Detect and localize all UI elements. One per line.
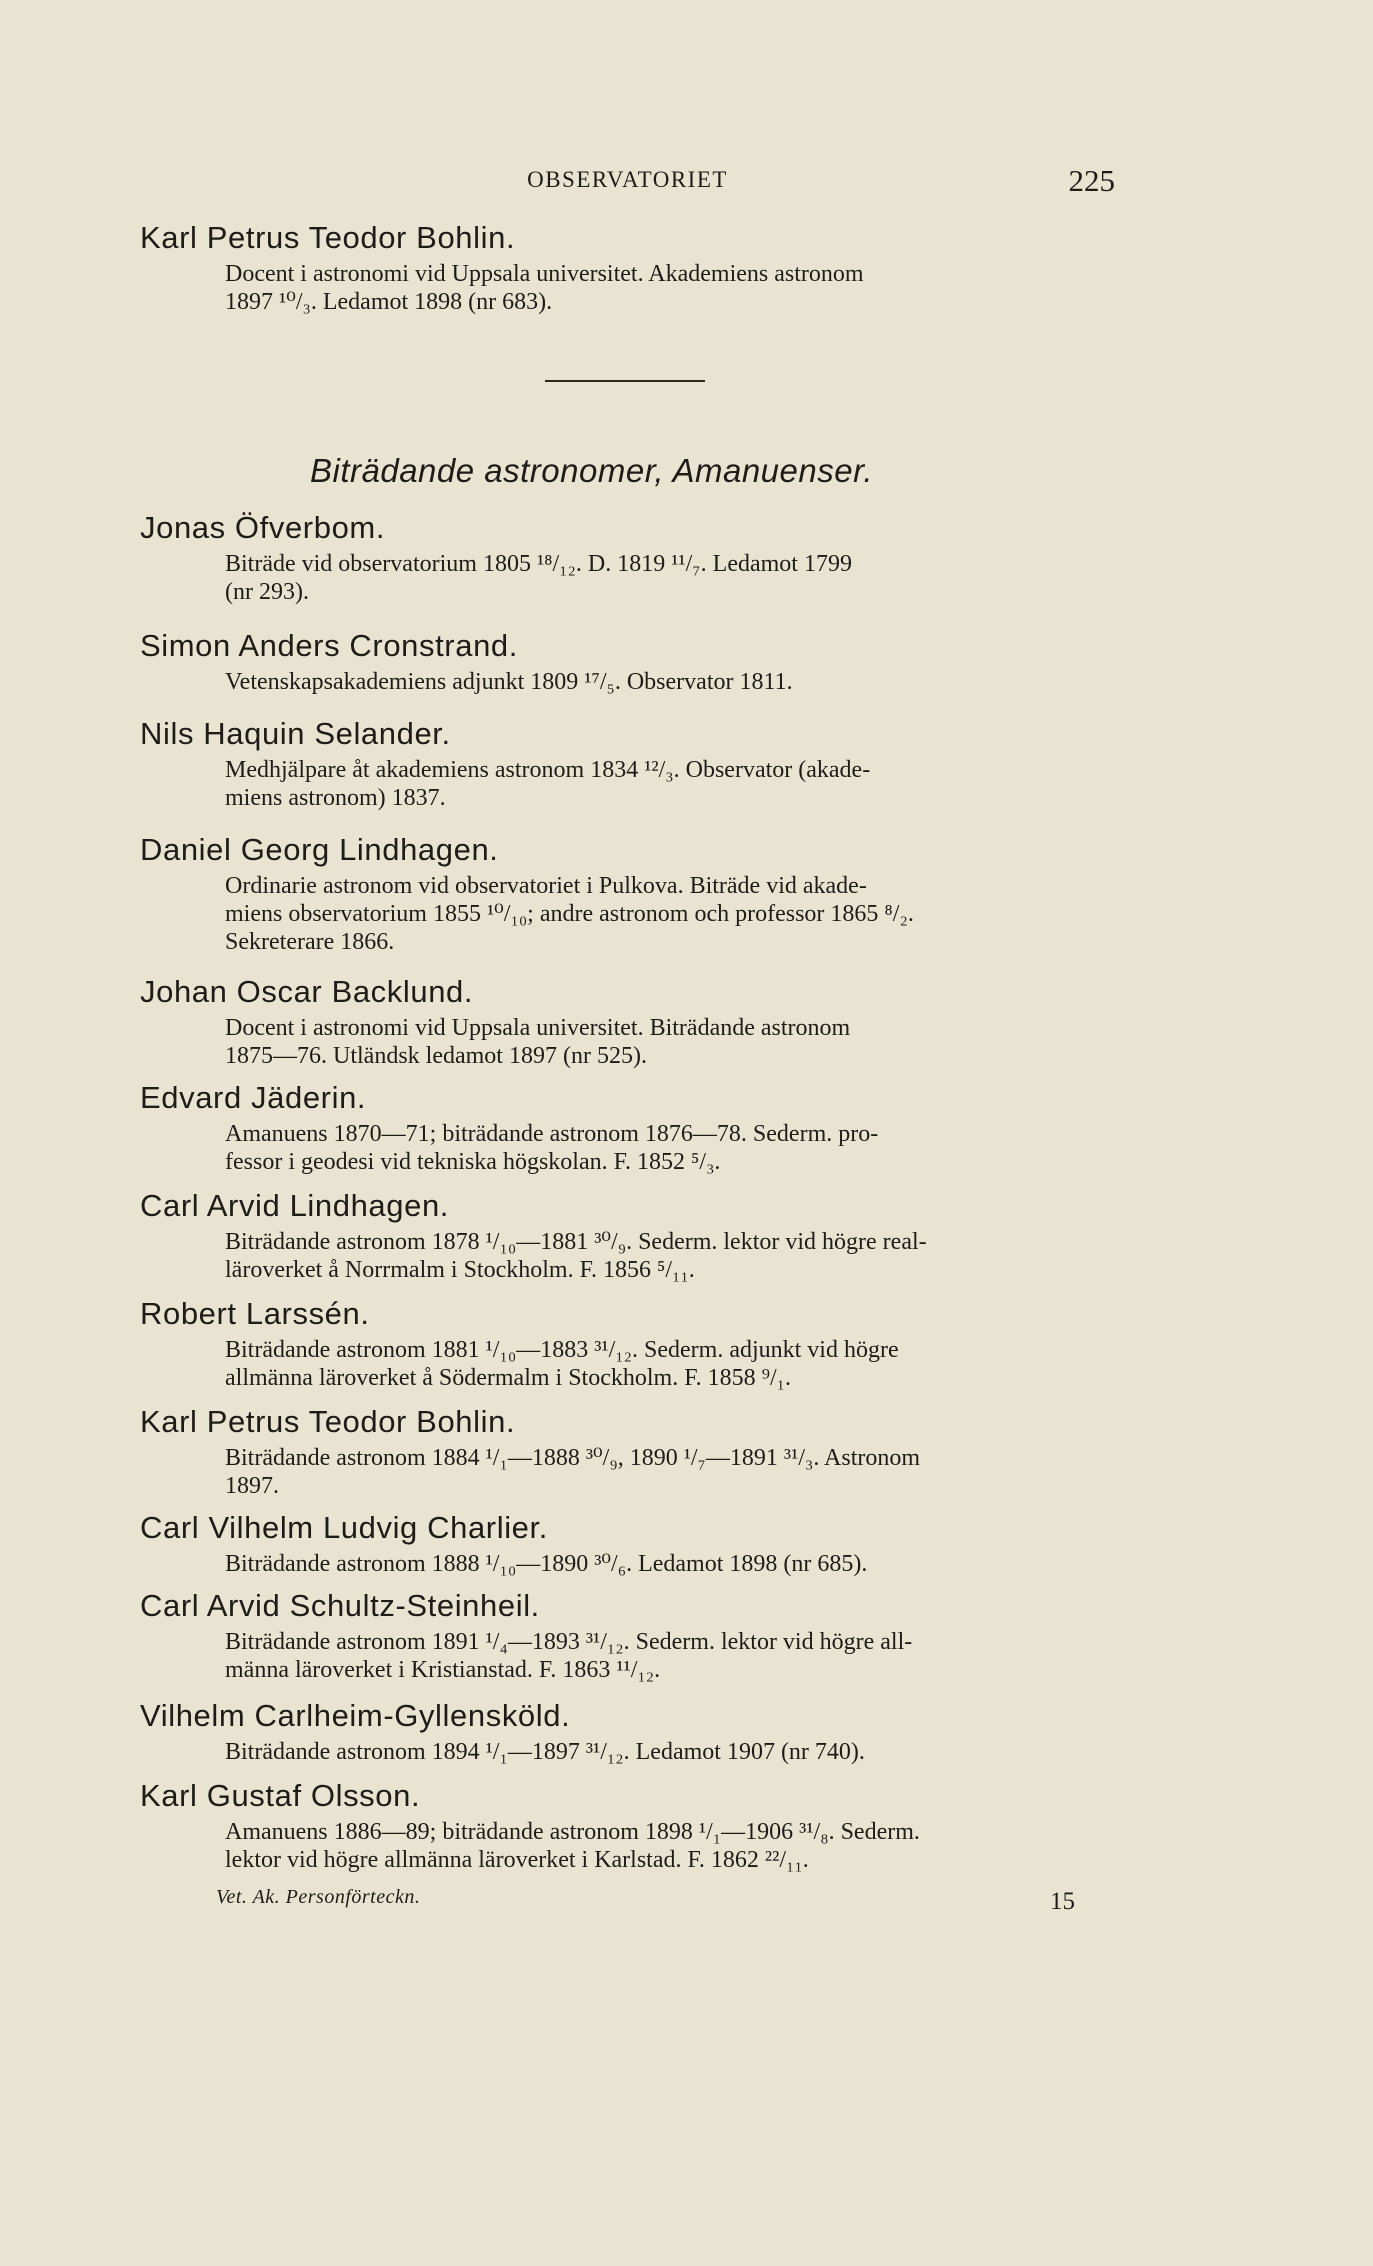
entry <box>140 628 1118 696</box>
entry-name: Vilhelm Carlheim-Gyllensköld. <box>140 1698 571 1733</box>
entry-line: 1897. <box>225 1473 279 1499</box>
entry-line: Medhjälpare åt akademiens astronom 1834 ¹²/₃. Observator (akade- <box>225 757 871 783</box>
entry <box>140 1404 1118 1500</box>
entry-name: Karl Gustaf Olsson. <box>140 1778 421 1813</box>
entry-text <box>225 1444 1118 1500</box>
entry <box>140 1188 1118 1284</box>
footer-signature: Vet. Ak. Personförteckn. <box>216 1886 421 1908</box>
entry-line: Vetenskapsakademiens adjunkt 1809 ¹⁷/₅. Observator 1811. <box>225 669 793 695</box>
section-divider <box>545 380 705 382</box>
entry-text <box>225 872 1118 956</box>
entry-text <box>225 1628 1118 1684</box>
entry-name: Daniel Georg Lindhagen. <box>140 832 499 867</box>
entry <box>140 1778 1118 1874</box>
entry-line: Biträdande astronom 1894 ¹/₁—1897 ³¹/₁₂. Ledamot 1907 (nr 740). <box>225 1739 865 1765</box>
running-title: OBSERVATORIET <box>527 167 728 192</box>
entry-name: Carl Vilhelm Ludvig Charlier. <box>140 1510 548 1545</box>
entry-line: Biträdande astronom 1891 ¹/₄—1893 ³¹/₁₂. Sederm. lektor vid högre all- <box>225 1629 913 1655</box>
entry <box>140 1510 1118 1578</box>
entry-text <box>225 1336 1118 1392</box>
entry-line: Biträdande astronom 1878 ¹/₁₀—1881 ³⁰/₉. Sederm. lektor vid högre real- <box>225 1229 927 1255</box>
entry-name: Carl Arvid Schultz-Steinheil. <box>140 1588 540 1623</box>
page-number: 225 <box>1068 163 1115 198</box>
entry-name: Karl Petrus Teodor Bohlin. <box>140 220 516 255</box>
intro-entry <box>140 220 1118 316</box>
entry <box>140 974 1118 1070</box>
entry <box>140 1080 1118 1176</box>
entry-line: miens observatorium 1855 ¹⁰/₁₀; andre astronom och professor 1865 ⁸/₂. <box>225 901 914 927</box>
running-head <box>140 163 1115 203</box>
entry-line: Biträdande astronom 1881 ¹/₁₀—1883 ³¹/₁₂. Sederm. adjunkt vid högre <box>225 1337 899 1363</box>
entry-name: Jonas Öfverbom. <box>140 510 386 545</box>
entry-line: 1897 ¹⁰/₃. Ledamot 1898 (nr 683). <box>225 289 553 315</box>
entry-line: (nr 293). <box>225 579 309 605</box>
entry-line: 1875—76. Utländsk ledamot 1897 (nr 525). <box>225 1043 647 1069</box>
entry-text <box>225 1120 1118 1176</box>
entry-text <box>225 1550 1118 1578</box>
entry-text <box>225 260 1118 316</box>
entry-line: miens astronom) 1837. <box>225 785 446 811</box>
entry-text <box>225 1738 1118 1766</box>
entry-line: allmänna läroverket å Södermalm i Stockholm. F. 1858 ⁹/₁. <box>225 1365 792 1391</box>
entry-name: Nils Haquin Selander. <box>140 716 451 751</box>
entry <box>140 1698 1118 1766</box>
entry-line: Amanuens 1886—89; biträdande astronom 1898 ¹/₁—1906 ³¹/₈. Sederm. <box>225 1819 920 1845</box>
entry-line: Docent i astronomi vid Uppsala universitet. Biträdande astronom <box>225 1015 851 1041</box>
entry <box>140 510 1118 606</box>
entry <box>140 832 1118 956</box>
entry-name: Karl Petrus Teodor Bohlin. <box>140 1404 516 1439</box>
entry-name: Simon Anders Cronstrand. <box>140 628 518 663</box>
entry-line: männa läroverket i Kristianstad. F. 1863 ¹¹/₁₂. <box>225 1657 661 1683</box>
entry-line: lektor vid högre allmänna läroverket i Karlstad. F. 1862 ²²/₁₁. <box>225 1847 809 1873</box>
entry-name: Robert Larssén. <box>140 1296 370 1331</box>
entry-text <box>225 1228 1118 1284</box>
entry-line: Docent i astronomi vid Uppsala universitet. Akademiens astronom <box>225 261 864 287</box>
entry-name: Edvard Jäderin. <box>140 1080 367 1115</box>
entry-line: Biträde vid observatorium 1805 ¹⁸/₁₂. D. 1819 ¹¹/₇. Ledamot 1799 <box>225 551 852 577</box>
entry <box>140 716 1118 812</box>
entry-line: Amanuens 1870—71; biträdande astronom 1876—78. Sederm. pro- <box>225 1121 879 1147</box>
entry-name: Carl Arvid Lindhagen. <box>140 1188 450 1223</box>
footer-sheet-number: 15 <box>1050 1888 1075 1915</box>
entry-line: fessor i geodesi vid tekniska högskolan. F. 1852 ⁵/₃. <box>225 1149 721 1175</box>
entry-line: Ordinarie astronom vid observatoriet i Pulkova. Biträde vid akade- <box>225 873 867 899</box>
entry-text <box>225 668 1118 696</box>
entry-line: Sekreterare 1866. <box>225 929 395 955</box>
entry-line: Biträdande astronom 1888 ¹/₁₀—1890 ³⁰/₆. Ledamot 1898 (nr 685). <box>225 1551 868 1577</box>
section-heading: Biträdande astronomer, Amanuenser. <box>310 452 874 489</box>
entry-line: Biträdande astronom 1884 ¹/₁—1888 ³⁰/₉, 1890 ¹/₇—1891 ³¹/₃. Astronom <box>225 1445 921 1471</box>
entry-text <box>225 756 1118 812</box>
entry-text <box>225 550 1118 606</box>
entry-text <box>225 1014 1118 1070</box>
entry <box>140 1296 1118 1392</box>
entry-line: läroverket å Norrmalm i Stockholm. F. 1856 ⁵/₁₁. <box>225 1257 695 1283</box>
entry <box>140 1588 1118 1684</box>
entry-text <box>225 1818 1118 1874</box>
entry-name: Johan Oscar Backlund. <box>140 974 474 1009</box>
